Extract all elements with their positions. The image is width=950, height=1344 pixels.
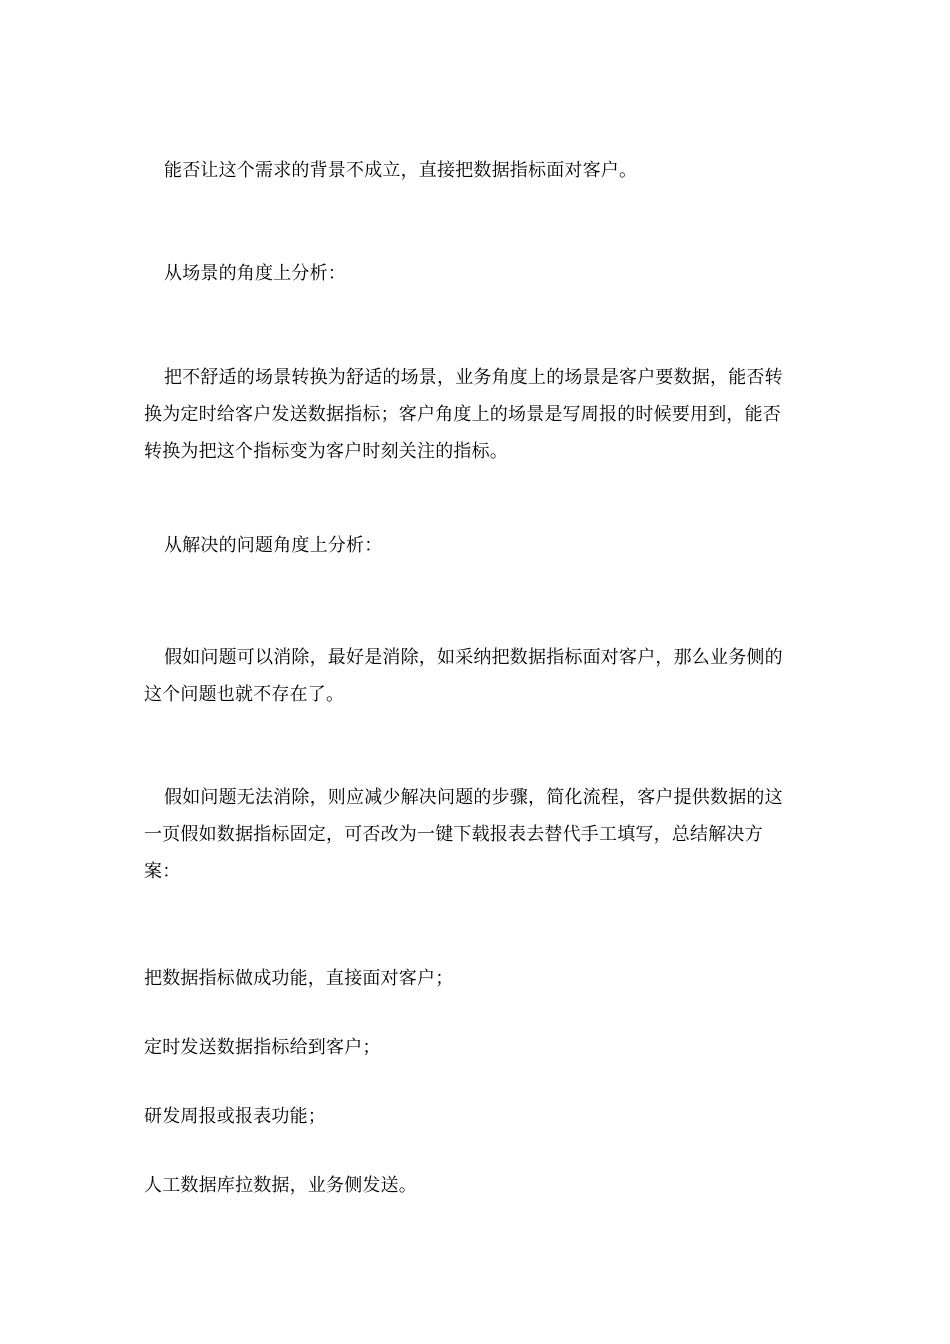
heading-scenario-analysis: 从场景的角度上分析：: [164, 263, 346, 284]
paragraph-eliminate-problem: 假如问题可以消除，最好是消除，如采纳把数据指标面对客户，那么业务侧的这个问题也就不存在了。: [144, 647, 783, 705]
paragraph-requirement-background: 能否让这个需求的背景不成立，直接把数据指标面对客户。: [164, 160, 638, 181]
solution-list-item: 定时发送数据指标给到客户；: [144, 1037, 381, 1058]
heading-problem-analysis: 从解决的问题角度上分析：: [164, 535, 383, 556]
paragraph-simplify-process: 假如问题无法消除，则应减少解决问题的步骤，简化流程，客户提供数据的这一页假如数据指标固定，可否改为一键下载报表去替代手工填写，总结解决方案：: [144, 787, 783, 882]
paragraph-scenario-conversion: 把不舒适的场景转换为舒适的场景，业务角度上的场景是客户要数据，能否转换为定时给客户发送数据指标；客户角度上的场景是写周报的时候要用到，能否转换为把这个指标变为客户时刻关注的指标。: [144, 367, 783, 462]
solution-list-item: 人工数据库拉数据，业务侧发送。: [144, 1175, 417, 1196]
solution-list-item: 把数据指标做成功能，直接面对客户；: [144, 968, 454, 989]
solution-list-item: 研发周报或报表功能；: [144, 1106, 326, 1127]
